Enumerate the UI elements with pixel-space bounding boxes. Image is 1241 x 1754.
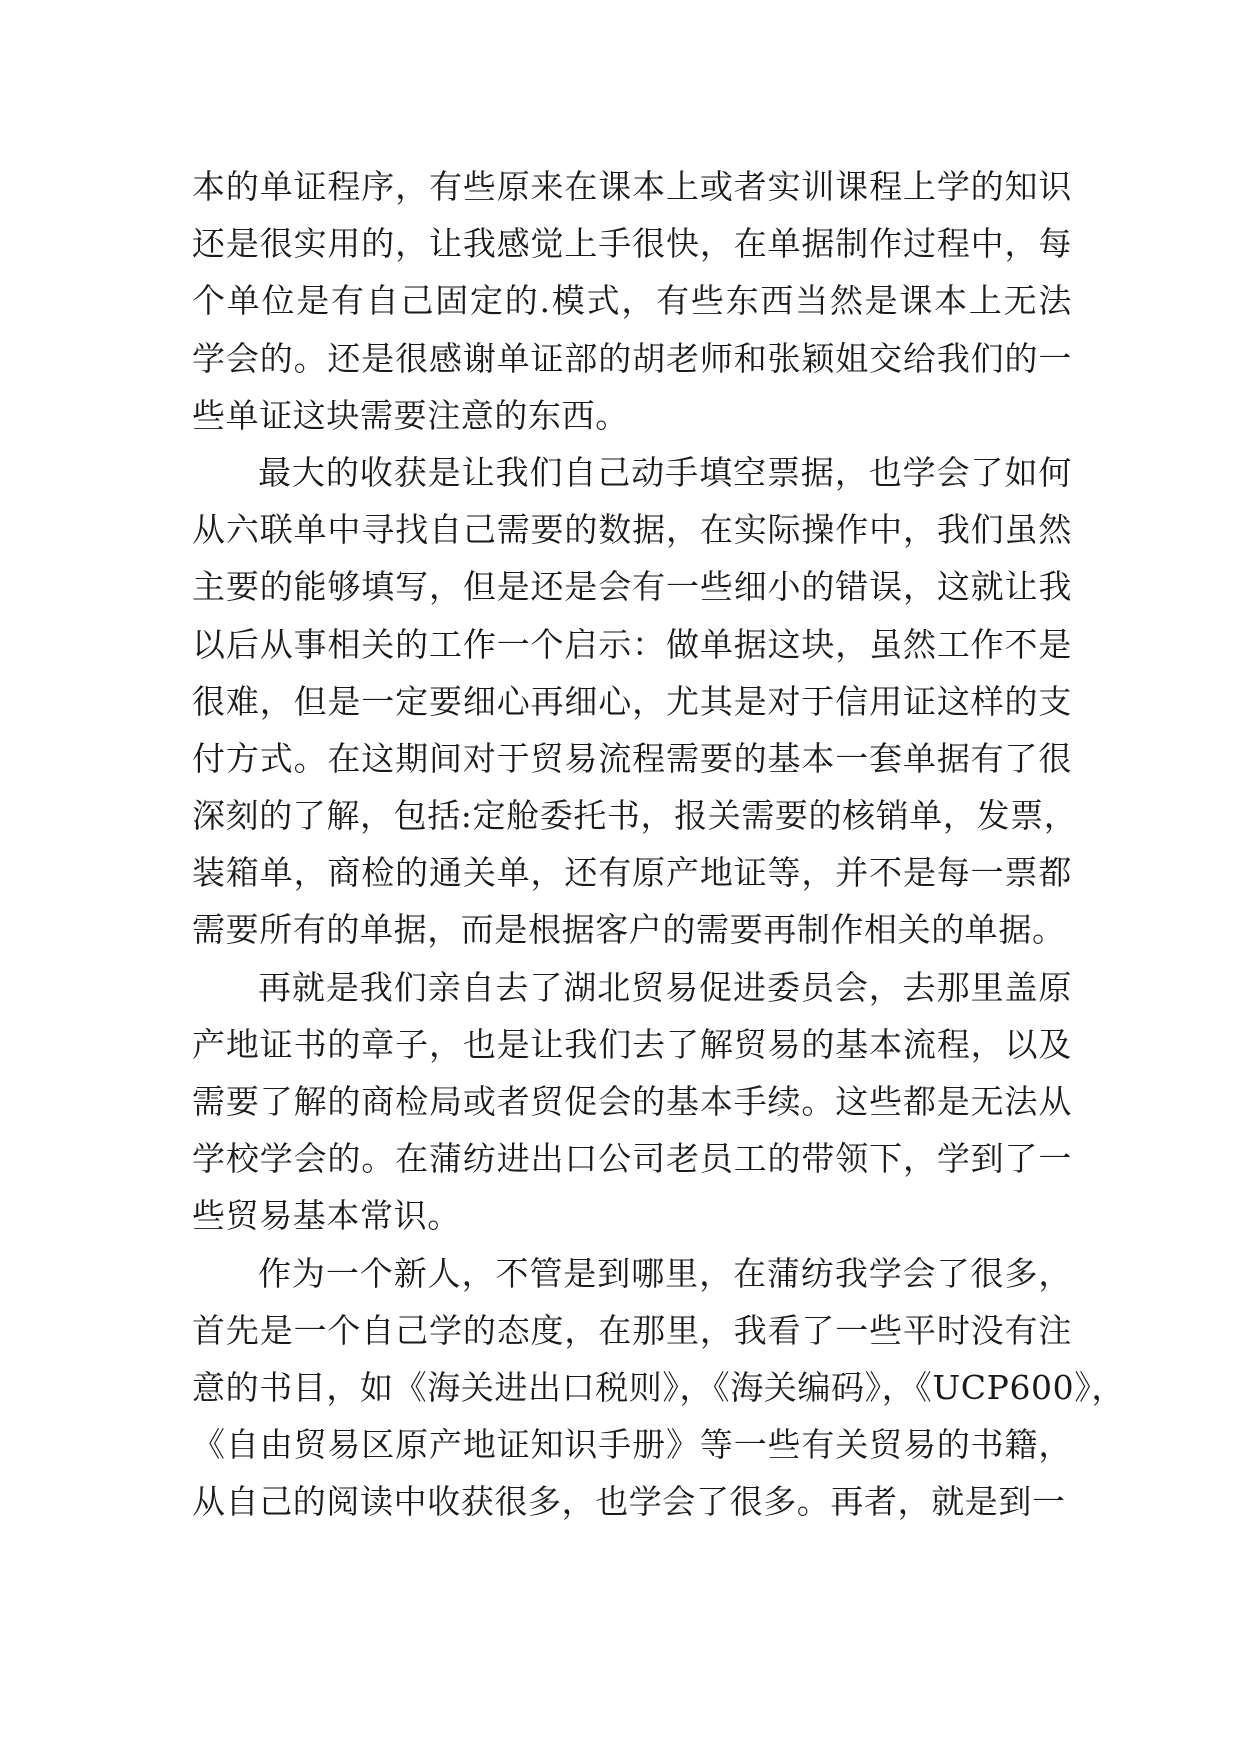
text-line: 作为一个新人，不管是到哪里，在蒲纺我学会了很多，	[258, 1253, 1072, 1293]
text-line: 意的书目，如《海关进出口税则》，《海关编码》，《UCP600》，	[192, 1367, 1125, 1407]
text-line: 深刻的了解，包括:定舱委托书，报关需要的核销单，发票，	[192, 796, 1078, 836]
text-line: 学会的。还是很感谢单证部的胡老师和张颖姐交给我们的一	[192, 338, 1072, 378]
text-line: 装箱单，商检的通关单，还有原产地证等，并不是每一票都	[192, 853, 1072, 893]
text-line: 产地证书的章子，也是让我们去了解贸易的基本流程，以及	[192, 1024, 1072, 1064]
body-text	[192, 158, 1125, 1531]
text-line: 再就是我们亲自去了湖北贸易促进委员会，去那里盖原	[258, 967, 1072, 1007]
text-line: 最大的收获是让我们自己动手填空票据，也学会了如何	[258, 452, 1072, 492]
text-line: 付方式。在这期间对于贸易流程需要的基本一套单据有了很	[192, 738, 1072, 778]
text-line: 以后从事相关的工作一个启示：做单据这块，虽然工作不是	[192, 624, 1072, 664]
text-line: 些贸易基本常识。	[192, 1196, 461, 1236]
text-line: 需要所有的单据，而是根据客户的需要再制作相关的单据。	[192, 910, 1066, 950]
text-line: 还是很实用的，让我感觉上手很快，在单据制作过程中，每	[192, 224, 1072, 264]
text-line: 从自己的阅读中收获很多，也学会了很多。再者，就是到一	[192, 1482, 1066, 1522]
text-line: 很难，但是一定要细心再细心，尤其是对于信用证这样的支	[192, 681, 1072, 721]
text-line: 《自由贸易区原产地证知识手册》等一些有关贸易的书籍，	[192, 1425, 1072, 1465]
text-line: 学校学会的。在蒲纺进出口公司老员工的带领下，学到了一	[192, 1139, 1072, 1179]
text-line: 首先是一个自己学的态度，在那里，我看了一些平时没有注	[192, 1310, 1072, 1350]
text-line: 些单证这块需要注意的东西。	[192, 395, 629, 435]
text-line: 需要了解的商检局或者贸促会的基本手续。这些都是无法从	[192, 1082, 1072, 1121]
text-line: 从六联单中寻找自己需要的数据，在实际操作中，我们虽然	[192, 510, 1072, 550]
text-line: 主要的能够填写，但是还是会有一些细小的错误，这就让我	[192, 567, 1072, 607]
text-line: 个单位是有自己固定的.模式，有些东西当然是课本上无法	[192, 281, 1072, 321]
text-line: 本的单证程序，有些原来在课本上或者实训课程上学的知识	[192, 167, 1072, 206]
